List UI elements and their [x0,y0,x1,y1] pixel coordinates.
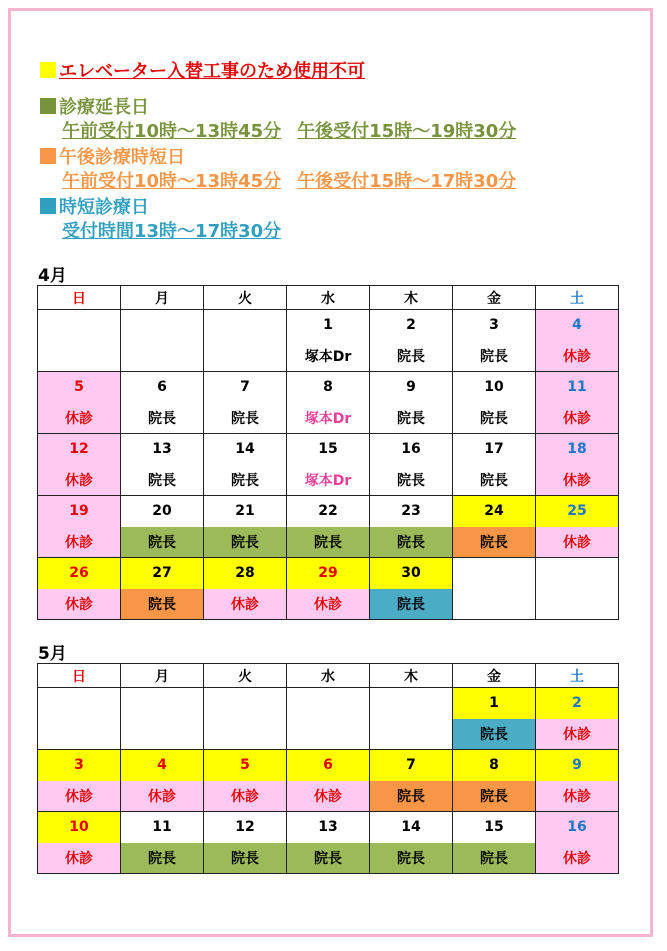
day-number: 11 [121,812,204,843]
doctor-label: 休診 [38,527,121,558]
doctor-label: 院長 [287,843,370,874]
elevator-notice: エレベーター入替工事のため使用不可 [59,61,365,82]
weekday-header: 金 [453,664,536,688]
doctor-label: 休診 [38,403,121,434]
doctor-label: 院長 [453,403,536,434]
may-label: 5月 [38,644,67,664]
doctor-label: 院長 [370,341,453,372]
doctor-label [38,719,121,750]
doctor-label [121,341,204,372]
day-number: 15 [287,434,370,465]
day-number: 28 [204,558,287,589]
day-number: 4 [121,750,204,781]
doctor-label: 休診 [38,843,121,874]
doctor-label: 塚本Dr [287,403,370,434]
day-number: 7 [204,372,287,403]
doctor-label: 休診 [536,465,619,496]
may-calendar [37,663,619,874]
day-number: 18 [536,434,619,465]
legend-extended-title: 診療延長日 [40,97,149,119]
day-number [38,688,121,719]
day-number: 13 [287,812,370,843]
doctor-label: 院長 [204,403,287,434]
day-number: 1 [453,688,536,719]
doctor-label: 院長 [287,527,370,558]
doctor-label: 院長 [121,403,204,434]
day-number: 23 [370,496,453,527]
doctor-label: 休診 [536,843,619,874]
weekday-header: 火 [204,286,287,310]
weekday-header: 月 [121,286,204,310]
day-number: 27 [121,558,204,589]
day-number: 5 [38,372,121,403]
day-number: 13 [121,434,204,465]
day-number: 8 [287,372,370,403]
day-number [204,310,287,341]
day-number: 24 [453,496,536,527]
day-number: 12 [38,434,121,465]
doctor-label: 院長 [453,527,536,558]
legend-extended-times: 午前受付10時～13時45分 午後受付15時～19時30分 [62,121,517,142]
weekday-header: 月 [121,664,204,688]
doctor-label: 休診 [38,465,121,496]
doctor-label: 休診 [536,341,619,372]
weekday-header: 木 [370,286,453,310]
weekday-header: 水 [287,664,370,688]
green-square-icon [40,98,56,114]
orange-square-icon [40,148,56,164]
weekday-header: 火 [204,664,287,688]
doctor-label: 院長 [204,465,287,496]
doctor-label [204,719,287,750]
doctor-label: 塚本Dr [287,341,370,372]
day-number: 6 [121,372,204,403]
doctor-label: 院長 [121,465,204,496]
day-number: 22 [287,496,370,527]
doctor-label: 休診 [536,781,619,812]
weekday-header: 木 [370,664,453,688]
day-number: 10 [453,372,536,403]
legend-short-pm-title: 午後診療時短日 [40,147,185,169]
doctor-label: 休診 [287,589,370,620]
doctor-label: 院長 [453,341,536,372]
doctor-label: 院長 [370,465,453,496]
doctor-label: 院長 [370,843,453,874]
day-number: 9 [536,750,619,781]
doctor-label: 院長 [204,527,287,558]
april-label: 4月 [38,266,67,286]
doctor-label: 休診 [121,781,204,812]
doctor-label [38,341,121,372]
day-number [453,558,536,589]
weekday-header: 日 [38,286,121,310]
day-number: 3 [453,310,536,341]
doctor-label: 院長 [370,781,453,812]
day-number: 3 [38,750,121,781]
doctor-label: 院長 [453,843,536,874]
teal-square-icon [40,198,56,214]
doctor-label [287,719,370,750]
day-number: 4 [536,310,619,341]
legend-short-title: 時短診療日 [40,197,149,219]
day-number: 19 [38,496,121,527]
day-number: 14 [204,434,287,465]
day-number: 26 [38,558,121,589]
day-number: 21 [204,496,287,527]
day-number: 5 [204,750,287,781]
day-number [287,688,370,719]
weekday-header: 土 [536,286,619,310]
doctor-label: 休診 [38,781,121,812]
doctor-label: 休診 [204,589,287,620]
day-number [370,688,453,719]
day-number: 8 [453,750,536,781]
day-number: 6 [287,750,370,781]
doctor-label: 休診 [536,403,619,434]
day-number: 25 [536,496,619,527]
doctor-label: 院長 [121,527,204,558]
day-number: 7 [370,750,453,781]
day-number: 9 [370,372,453,403]
doctor-label [536,589,619,620]
doctor-label: 院長 [453,465,536,496]
day-number: 10 [38,812,121,843]
doctor-label: 院長 [370,527,453,558]
doctor-label: 院長 [121,843,204,874]
doctor-label: 休診 [536,719,619,750]
doctor-label [453,589,536,620]
day-number [536,558,619,589]
weekday-header: 土 [536,664,619,688]
day-number [204,688,287,719]
day-number: 12 [204,812,287,843]
day-number: 30 [370,558,453,589]
doctor-label [121,719,204,750]
doctor-label: 院長 [370,589,453,620]
doctor-label [370,719,453,750]
day-number: 16 [370,434,453,465]
day-number: 14 [370,812,453,843]
doctor-label: 院長 [370,403,453,434]
doctor-label: 休診 [287,781,370,812]
day-number: 2 [370,310,453,341]
day-number: 1 [287,310,370,341]
yellow-square-icon [40,62,56,78]
day-number: 16 [536,812,619,843]
legend-elevator [40,61,365,83]
day-number: 29 [287,558,370,589]
doctor-label: 休診 [204,781,287,812]
doctor-label: 塚本Dr [287,465,370,496]
day-number: 2 [536,688,619,719]
doctor-label: 休診 [536,527,619,558]
day-number: 11 [536,372,619,403]
doctor-label: 院長 [121,589,204,620]
doctor-label: 休診 [38,589,121,620]
day-number: 17 [453,434,536,465]
weekday-header: 日 [38,664,121,688]
day-number: 20 [121,496,204,527]
legend-short-pm-times: 午前受付10時～13時45分 午後受付15時～17時30分 [62,171,517,192]
day-number [38,310,121,341]
doctor-label [204,341,287,372]
day-number [121,688,204,719]
doctor-label: 院長 [453,719,536,750]
doctor-label: 院長 [204,843,287,874]
day-number: 15 [453,812,536,843]
legend-short-times: 受付時間13時～17時30分 [62,221,282,242]
day-number [121,310,204,341]
april-calendar [37,285,619,620]
weekday-header: 水 [287,286,370,310]
weekday-header: 金 [453,286,536,310]
doctor-label: 院長 [453,781,536,812]
